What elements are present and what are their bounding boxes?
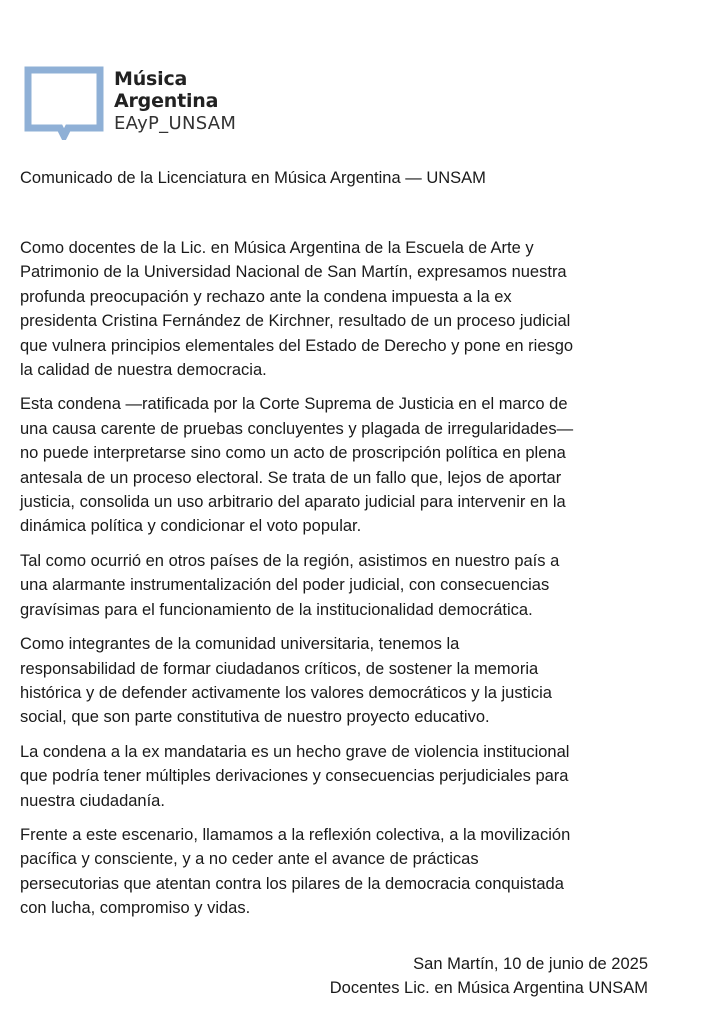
document-body <box>20 236 660 931</box>
paragraph-line: gravísimas para el funcionamiento de la institucionalidad democrática. <box>20 600 533 619</box>
paragraph-line: justicia, consolida un uso arbitrario del aparato judicial para intervenir en la <box>20 493 566 512</box>
paragraph-line: histórica y de defender activamente los valores democráticos y la justicia <box>20 683 552 702</box>
paragraph-line: que vulnera principios elementales del Estado de Derecho y pone en riesgo <box>20 336 574 355</box>
paragraph-line: una alarmante instrumentalización del poder judicial, con consecuencias <box>20 576 550 595</box>
logo <box>24 66 264 142</box>
paragraph-line: Como docentes de la Lic. en Música Argentina de la Escuela de Arte y <box>20 239 534 257</box>
paragraph-line: antesala de un proceso electoral. Se trata de un fallo que, lejos de aportar <box>20 468 562 487</box>
logo-line-eayp: EAyP_UNSAM <box>114 113 237 134</box>
paragraph-line: una causa carente de pruebas concluyentes y plagada de irregularidades— <box>20 419 574 438</box>
paragraph-line: Frente a este escenario, llamamos a la reflexión colectiva, a la movilización <box>20 825 571 844</box>
logo-text <box>114 68 236 136</box>
paragraph-5 <box>20 740 660 813</box>
paragraph-line: presidenta Cristina Fernández de Kirchner, resultado de un proceso judicial <box>20 312 571 331</box>
paragraph-line: la calidad de nuestra democracia. <box>20 361 267 380</box>
paragraph-line: dinámica política y condicionar el voto popular. <box>20 517 362 536</box>
paragraph-line: La condena a la ex mandataria es un hecho grave de violencia institucional <box>20 742 570 761</box>
signature-block <box>330 952 648 1001</box>
paragraph-1 <box>20 236 660 382</box>
paragraph-line: profunda preocupación y rechazo ante la condena impuesta a la ex <box>20 287 512 306</box>
paragraph-4 <box>20 632 660 730</box>
paragraph-line: persecutorias que atentan contra los pilares de la democracia conquistada <box>20 874 564 893</box>
paragraph-line: no puede interpretarse sino como un acto de proscripción política en plena <box>20 444 566 463</box>
paragraph-line: Patrimonio de la Universidad Nacional de San Martín, expresamos nuestra <box>20 263 567 282</box>
document-heading: Comunicado de la Licenciatura en Música Argentina — UNSAM <box>20 169 486 187</box>
open-book-logo-icon <box>24 66 104 140</box>
paragraph-line: pacífica y consciente, y a no ceder ante el avance de prácticas <box>20 850 479 869</box>
paragraph-line: nuestra ciudadanía. <box>20 791 165 810</box>
paragraph-line: Como integrantes de la comunidad universitaria, tenemos la <box>20 635 460 654</box>
paragraph-2 <box>20 392 660 538</box>
logo-line-musica: Música <box>114 68 188 90</box>
logo-line-argentina: Argentina <box>114 90 219 112</box>
signature-place-date: San Martín, 10 de junio de 2025 <box>413 955 648 973</box>
paragraph-3 <box>20 549 660 622</box>
paragraph-line: Tal como ocurrió en otros países de la región, asistimos en nuestro país a <box>20 551 560 570</box>
paragraph-line: que podría tener múltiples derivaciones y consecuencias perjudiciales para <box>20 767 569 786</box>
paragraph-line: social, que son parte constitutiva de nuestro proyecto educativo. <box>20 708 490 727</box>
paragraph-line: con lucha, compromiso y vidas. <box>20 899 251 918</box>
paragraph-line: responsabilidad de formar ciudadanos críticos, de sostener la memoria <box>20 659 539 678</box>
signature-signer: Docentes Lic. en Música Argentina UNSAM <box>329 979 648 998</box>
paragraph-line: Esta condena —ratificada por la Corte Suprema de Justicia en el marco de <box>20 395 568 414</box>
paragraph-6 <box>20 823 660 921</box>
